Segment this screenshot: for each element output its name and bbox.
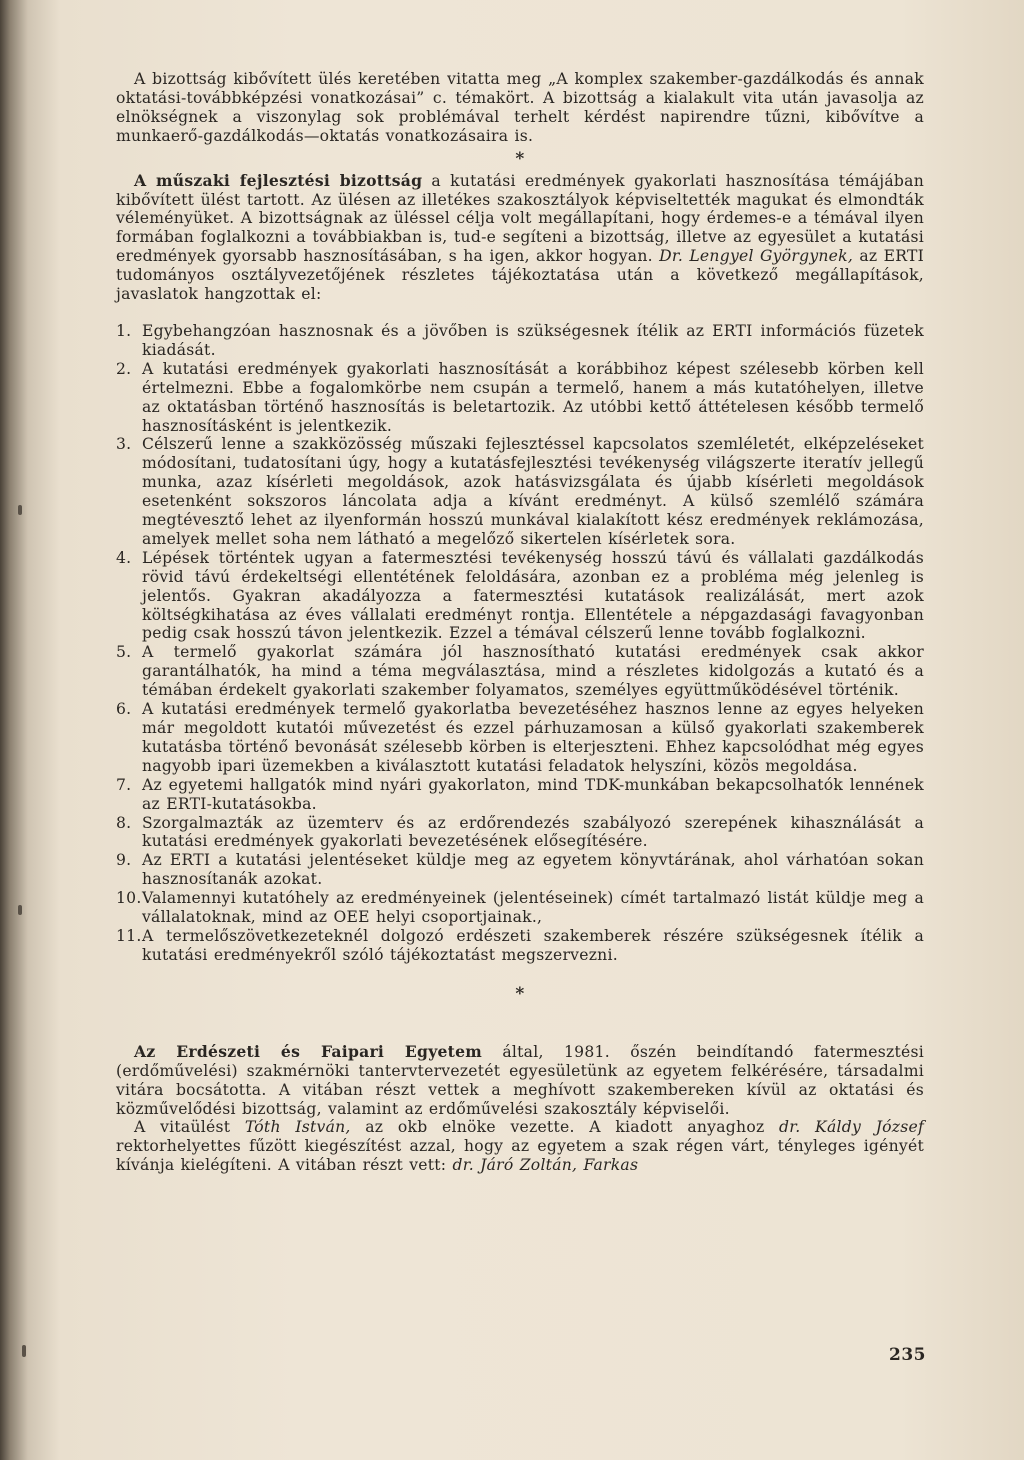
list-number: 5. [116, 643, 132, 662]
paragraph-text: az ERTI tudományos osztályvezetőjének részletes tájékoztatása után a következő megállapítások, javaslatok hangzottak el: [116, 247, 925, 304]
list-item-text: A kutatási eredmények termelő gyakorlatba bevezetéséhez hasznos lenne az egyes helyeken már megoldott kutatói művezetést és ezzel párhuzamosan a külső gyakorlati szakemberek kutatásba történő bevonását szélesebb körben is elterjeszteni. Ehhez kapcsolódhat még egyes nagyobb ipari üzemekben a kiválasztott kutatási feladatok helyszíni, közös megoldása. [142, 700, 924, 775]
paragraph-text: az okb elnöke vezette. A kiadott anyaghoz [350, 1118, 780, 1137]
scan-speck [18, 905, 22, 915]
paragraph-text: a kutatási eredmények gyakorlati hasznosítása témájában kibővített ülést tartott. Az ülésen az illetékes szakosztályok képviseltették magukat és elmondták véleményüket. A bizottságnak az üléssel célja volt megállapítani, hogy érdemes-e a témával ilyen formában foglalkozni a továbbiakban is, tud-e segíteni a bizottság, illetve az egyesület a kutatási eredmények gyorsabb hasznosításában, s ha igen, akkor hogyan. [116, 171, 924, 266]
list-item [116, 360, 924, 436]
paragraph-text: rektorhelyettes fűzött kiegészítést azzal, hogy az egyetem a szak régen várt, tényleges igényét kívánja kielégíteni. A vitában részt vett: [116, 1137, 924, 1175]
list-number: 1. [116, 321, 132, 340]
person-name: dr. Káldy József [779, 1118, 924, 1137]
scan-speck [18, 505, 22, 515]
list-item [116, 700, 924, 776]
paragraph-technical-committee [116, 172, 924, 304]
article-text [116, 70, 924, 1175]
paragraph-university [116, 1043, 924, 1119]
committee-name: A műszaki fejlesztési bizottság [134, 170, 423, 190]
list-number: 6. [116, 700, 132, 719]
list-item [116, 549, 924, 644]
list-item [116, 322, 924, 360]
list-number: 9. [116, 851, 132, 870]
scan-speck [22, 1345, 26, 1357]
section-separator: * [515, 983, 525, 1004]
list-item-text: A termelő gyakorlat számára jól hasznosítható kutatási eredmények csak akkor garantálhatók, ha mind a téma megválasztása, mind a részletes kidolgozás a kutató és a témában érdekelt gyakorlati szakember folyamatos, személyes együttműködésével történik. [142, 643, 924, 700]
section-separator: * [515, 148, 525, 169]
proposals-list [116, 322, 924, 965]
person-name: dr. Járó Zoltán, Farkas [452, 1156, 639, 1175]
list-item [116, 889, 924, 927]
list-item [116, 851, 924, 889]
person-name: Dr. Lengyel Györgynek, [659, 247, 854, 266]
person-name: Tóth István, [244, 1118, 351, 1137]
list-item-text: Valamennyi kutatóhely az eredményeinek (jelentéseinek) címét tartalmazó listát küldje meg a vállalatoknak, mind az OEE helyi csoportjainak., [142, 889, 924, 927]
paragraph-debate [116, 1118, 924, 1175]
list-number: 8. [116, 813, 132, 832]
list-item-text: A termelőszövetkezeteknél dolgozó erdészeti szakemberek részére szükségesnek ítélik a kutatási eredményekről szóló tájékoztatást megszervezni. [142, 926, 924, 964]
list-item [116, 435, 924, 548]
list-item [116, 814, 924, 852]
list-item-text: A kutatási eredmények gyakorlati hasznosítását a korábbihoz képest szélesebb körben kell értelmezni. Ebbe a fogalomkörbe nem csupán a termelő, hanem a más kutatóhelyen, illetve az oktatásban történő hasznosítás is beletartozik. Az utóbbi kettő áttételesen később termelő hasznosításként is jelentkezik. [142, 359, 924, 435]
paragraph-text: A vitaülést [134, 1118, 245, 1137]
list-item [116, 643, 924, 700]
list-item-text: Lépések történtek ugyan a fatermesztési tevékenység hosszú távú és vállalati gazdálkodás rövid távú érdekeltségi ellentétének feloldására, azonban ez a probléma még jelenleg is jelentős. Gyakran akadályozza a fatermesztési kutatások realizálását, mert azok költségkihatása az éves vállalati eredményt rontja. Ellentétele a népgazdasági favagyonban pedig csak hosszú távon jelentkezik. Ezzel a témával célszerű lenne tovább foglalkozni. [142, 548, 924, 643]
list-number: 7. [116, 775, 132, 794]
institution-name: Az Erdészeti és Faipari Egyetem [134, 1041, 483, 1061]
list-item-text: Az egyetemi hallgatók mind nyári gyakorlaton, mind TDK-munkában bekapcsolhatók lennének az ERTI-kutatásokba. [142, 775, 924, 813]
list-item [116, 927, 924, 965]
page-number: 235 [889, 1345, 926, 1365]
list-number: 11. [116, 926, 142, 945]
list-number: 2. [116, 359, 132, 378]
list-number: 4. [116, 548, 132, 567]
list-number: 3. [116, 435, 132, 454]
paragraph-committee-meeting: A bizottság kibővített ülés keretében vitatta meg „A komplex szakember-gazdálkodás és annak oktatási-továbbképzési vonatkozásai” c. témakört. A bizottság a kialakult vita után javasolja az elnökségnek a viszonylag sok problémával terhelt kérdést napirendre tűzni, kibővítve a munkaerő-gazdálkodás—oktatás vonatkozásaira is. [116, 70, 924, 145]
list-number: 10. [116, 889, 142, 908]
paragraph-text: által, 1981. őszén beindítandó fatermesztési (erdőművelési) szakmérnöki tantervtervezetét egyesületünk az egyetem felkérésére, társadalmi vitára bocsátotta. A vitában részt vettek a meghívott szakembereken kívül az oktatási és közművelődési bizottság, valamint az erdőművelési szakosztály képviselői. [116, 1042, 924, 1118]
list-item [116, 776, 924, 814]
list-item-text: Szorgalmazták az üzemterv és az erdőrendezés szabályozó szerepének kihasználását a kutatási eredmények gyakorlati bevezetésének elősegítésére. [142, 813, 924, 851]
list-item-text: Egybehangzóan hasznosnak és a jövőben is szükségesnek ítélik az ERTI információs füzetek kiadását. [142, 321, 924, 359]
list-item-text: Célszerű lenne a szakközösség műszaki fejlesztéssel kapcsolatos szemléletét, elképzeléseket módosítani, tudatosítani úgy, hogy a kutatásfejlesztési tevékenység világszerte iteratív jellegű munka, azaz kísérleti megoldások, azok hatásvizsgálata és újabb kísérleti megoldások esetenként sokszoros láncolata adja a kívánt eredményt. A külső szemlélő számára megtévesztő lehet az ilyenformán hosszú munkával kialakított kész eredmények reklámozása, amelyek mellet soha nem látható a megelőző sikertelen kísérletek sora. [142, 435, 924, 548]
list-item-text: Az ERTI a kutatási jelentéseket küldje meg az egyetem könyvtárának, ahol várhatóan sokan hasznosítanák azokat. [142, 851, 924, 889]
